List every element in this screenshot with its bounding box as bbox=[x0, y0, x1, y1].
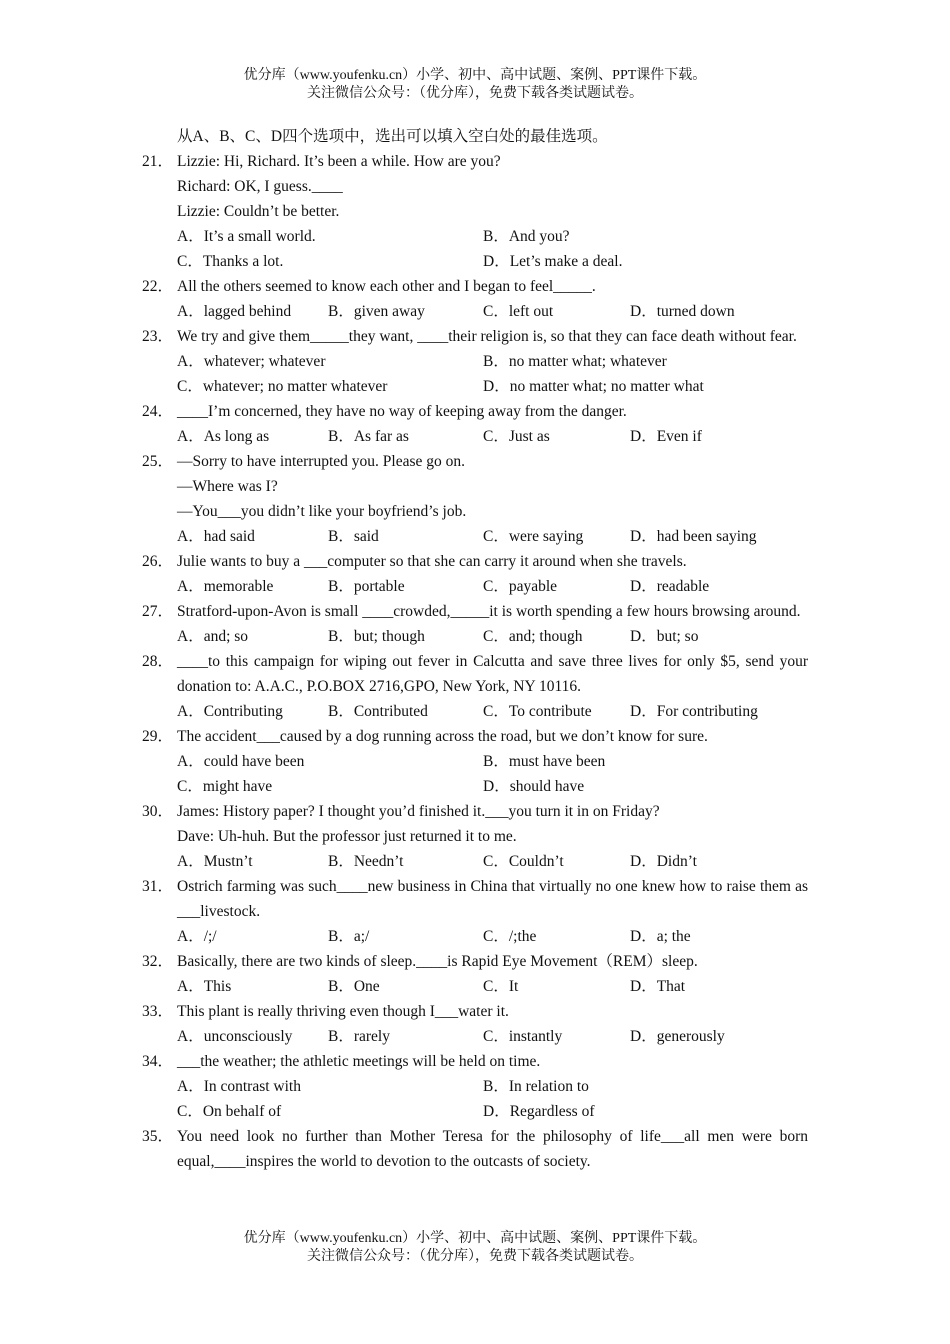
question-item bbox=[142, 399, 808, 424]
footer-line-1: 优分库（www.youfenku.cn）小学、初中、高中试题、案例、PPT课件下载。 bbox=[243, 1231, 707, 1246]
question-item bbox=[142, 949, 808, 974]
answer-option[interactable]: D．Even if bbox=[630, 428, 702, 445]
question-number: 26． bbox=[142, 553, 174, 570]
question-number: 22． bbox=[142, 278, 174, 295]
question-list bbox=[142, 124, 808, 1174]
answer-option[interactable]: B．must have been bbox=[483, 753, 606, 770]
answer-option[interactable]: C．left out bbox=[483, 303, 554, 320]
question-text: ___the weather; the athletic meetings will be held on time. bbox=[177, 1053, 541, 1070]
answer-options bbox=[142, 924, 808, 949]
option-row bbox=[177, 1074, 808, 1099]
answer-options bbox=[142, 1024, 808, 1049]
answer-option[interactable]: D．turned down bbox=[630, 303, 735, 320]
option-row bbox=[177, 1099, 808, 1124]
option-row bbox=[177, 849, 808, 874]
question-number: 24． bbox=[142, 403, 174, 420]
question-text: Ostrich farming was such____new business in China that virtually no one knew how to raise them as ___livestock. bbox=[177, 878, 808, 920]
question-text: You need look no further than Mother Teresa for the philosophy of life___all men were born equal,____inspires the world to devotion to the outcasts of society. bbox=[177, 1128, 808, 1170]
option-row bbox=[177, 374, 808, 399]
question-text: The accident___caused by a dog running across the road, but we don’t know for sure. bbox=[177, 728, 708, 745]
answer-option[interactable]: B．And you? bbox=[483, 228, 570, 245]
answer-option[interactable]: A．Mustn’t bbox=[177, 853, 253, 870]
option-row bbox=[177, 924, 808, 949]
header-line-2: 关注微信公众号：（优分库），免费下载各类试题试卷。 bbox=[307, 86, 643, 101]
question-number: 35． bbox=[142, 1128, 174, 1145]
question-number: 30． bbox=[142, 803, 174, 820]
question-text: Stratford-upon-Avon is small ____crowded,_____it is worth spending a few hours browsing around. bbox=[177, 603, 801, 620]
question-text: —You___you didn’t like your boyfriend’s job. bbox=[177, 503, 467, 520]
question-number: 29． bbox=[142, 728, 174, 745]
option-row bbox=[177, 774, 808, 799]
question-text: All the others seemed to know each other and I began to feel_____. bbox=[177, 278, 596, 295]
answer-option[interactable]: D．readable bbox=[630, 578, 710, 595]
instruction: 从A、B、C、D四个选项中，选出可以填入空白处的最佳选项。 bbox=[177, 128, 608, 145]
answer-option[interactable]: A．lagged behind bbox=[177, 303, 292, 320]
answer-option[interactable]: C．On behalf of bbox=[177, 1103, 282, 1120]
answer-option[interactable]: B．Contributed bbox=[328, 703, 428, 720]
answer-option[interactable]: B．rarely bbox=[328, 1028, 390, 1045]
answer-option[interactable]: D．Let’s make a deal. bbox=[483, 253, 623, 270]
answer-option[interactable]: C．whatever; no matter whatever bbox=[177, 378, 388, 395]
header-line-1: 优分库（www.youfenku.cn）小学、初中、高中试题、案例、PPT课件下载。 bbox=[243, 68, 707, 83]
answer-option[interactable]: D．no matter what; no matter what bbox=[483, 378, 704, 395]
question-item bbox=[142, 649, 808, 699]
question-text: Lizzie: Hi, Richard. It’s been a while. How are you? bbox=[177, 153, 501, 170]
answer-option[interactable]: D．but; so bbox=[630, 628, 699, 645]
option-row bbox=[177, 224, 808, 249]
option-row bbox=[177, 1024, 808, 1049]
question-item bbox=[142, 799, 808, 849]
question-item bbox=[142, 874, 808, 924]
answer-option[interactable]: C．/;the bbox=[483, 928, 537, 945]
answer-option[interactable]: C．might have bbox=[177, 778, 273, 795]
answer-option[interactable]: A．could have been bbox=[177, 753, 305, 770]
question-text: —Sorry to have interrupted you. Please go on. bbox=[177, 453, 465, 470]
question-number: 25． bbox=[142, 453, 174, 470]
answer-option[interactable]: C．payable bbox=[483, 578, 558, 595]
answer-option[interactable]: A．and; so bbox=[177, 628, 249, 645]
answer-option[interactable]: C．It bbox=[483, 978, 519, 995]
question-text: Lizzie: Couldn’t be better. bbox=[177, 203, 340, 220]
answer-option[interactable]: B．but; though bbox=[328, 628, 425, 645]
question-item bbox=[142, 449, 808, 524]
answer-option[interactable]: C．Couldn’t bbox=[483, 853, 564, 870]
answer-option[interactable]: C．were saying bbox=[483, 528, 584, 545]
answer-options bbox=[142, 299, 808, 324]
question-text: ____to this campaign for wiping out fever in Calcutta and save three lives for only $5, send your donation to: A.A.C., P.O.BOX 2716,GPO, New York, NY 10116. bbox=[177, 653, 808, 695]
question-item bbox=[142, 1124, 808, 1174]
question-text: —Where was I? bbox=[177, 478, 278, 495]
answer-option[interactable]: D．a; the bbox=[630, 928, 691, 945]
answer-option[interactable]: A．whatever; whatever bbox=[177, 353, 326, 370]
answer-options bbox=[142, 574, 808, 599]
question-number: 33． bbox=[142, 1003, 174, 1020]
question-text: Dave: Uh-huh. But the professor just returned it to me. bbox=[177, 828, 517, 845]
question-item bbox=[142, 274, 808, 299]
question-number: 27． bbox=[142, 603, 174, 620]
answer-option[interactable]: A．As long as bbox=[177, 428, 270, 445]
question-text: ____I’m concerned, they have no way of keeping away from the danger. bbox=[177, 403, 627, 420]
answer-option[interactable]: A．/;/ bbox=[177, 928, 217, 945]
answer-option[interactable]: D．generously bbox=[630, 1028, 725, 1045]
answer-options bbox=[142, 224, 808, 274]
answer-option[interactable]: B．Needn’t bbox=[328, 853, 404, 870]
answer-option[interactable]: C．instantly bbox=[483, 1028, 563, 1045]
question-text: Richard: OK, I guess.____ bbox=[177, 178, 343, 195]
question-text: We try and give them_____they want, ____their religion is, so that they can face death without fear. bbox=[177, 328, 797, 345]
option-row bbox=[177, 249, 808, 274]
page-header bbox=[0, 67, 950, 103]
answer-option[interactable]: A．Contributing bbox=[177, 703, 283, 720]
option-row bbox=[177, 299, 808, 324]
answer-option[interactable]: A．had said bbox=[177, 528, 255, 545]
question-number: 23． bbox=[142, 328, 174, 345]
question-item bbox=[142, 599, 808, 624]
answer-options bbox=[142, 699, 808, 724]
question-text: Julie wants to buy a ___computer so that she can carry it around when she travels. bbox=[177, 553, 687, 570]
option-row bbox=[177, 699, 808, 724]
answer-option[interactable]: B．portable bbox=[328, 578, 405, 595]
answer-option[interactable]: C．and; though bbox=[483, 628, 583, 645]
question-item bbox=[142, 999, 808, 1024]
answer-option[interactable]: B．said bbox=[328, 528, 379, 545]
answer-option[interactable]: A．This bbox=[177, 978, 232, 995]
answer-options bbox=[142, 349, 808, 399]
answer-option[interactable]: D．Regardless of bbox=[483, 1103, 595, 1120]
answer-option[interactable]: A．memorable bbox=[177, 578, 274, 595]
answer-option[interactable]: B．In relation to bbox=[483, 1078, 589, 1095]
answer-option[interactable]: A．It’s a small world. bbox=[177, 228, 316, 245]
answer-option[interactable]: B．no matter what; whatever bbox=[483, 353, 667, 370]
question-number: 28． bbox=[142, 653, 174, 670]
option-row bbox=[177, 749, 808, 774]
option-row bbox=[177, 974, 808, 999]
answer-options bbox=[142, 1074, 808, 1124]
option-row bbox=[177, 424, 808, 449]
answer-options bbox=[142, 624, 808, 649]
question-item bbox=[142, 324, 808, 349]
answer-option[interactable]: D．That bbox=[630, 978, 686, 995]
question-text: Basically, there are two kinds of sleep.____is Rapid Eye Movement（REM）sleep. bbox=[177, 953, 698, 970]
question-item bbox=[142, 549, 808, 574]
question-item bbox=[142, 149, 808, 224]
answer-option[interactable]: B．As far as bbox=[328, 428, 409, 445]
question-item bbox=[142, 1049, 808, 1074]
option-row bbox=[177, 524, 808, 549]
answer-option[interactable]: D．had been saying bbox=[630, 528, 757, 545]
answer-option[interactable]: D．should have bbox=[483, 778, 585, 795]
answer-options bbox=[142, 524, 808, 549]
answer-options bbox=[142, 749, 808, 799]
question-text: James: History paper? I thought you’d finished it.___you turn it in on Friday? bbox=[177, 803, 660, 820]
answer-option[interactable]: D．For contributing bbox=[630, 703, 758, 720]
page-footer bbox=[0, 1230, 950, 1266]
answer-options bbox=[142, 424, 808, 449]
answer-option[interactable]: B．given away bbox=[328, 303, 425, 320]
answer-option[interactable]: C．To contribute bbox=[483, 703, 592, 720]
answer-options bbox=[142, 849, 808, 874]
answer-option[interactable]: A．In contrast with bbox=[177, 1078, 301, 1095]
answer-option[interactable]: C．Thanks a lot. bbox=[177, 253, 284, 270]
option-row bbox=[177, 624, 808, 649]
answer-option[interactable]: B．a;/ bbox=[328, 928, 370, 945]
question-text: This plant is really thriving even though I___water it. bbox=[177, 1003, 509, 1020]
answer-option[interactable]: B．One bbox=[328, 978, 380, 995]
question-item bbox=[142, 724, 808, 749]
question-number: 34． bbox=[142, 1053, 174, 1070]
answer-option[interactable]: A．unconsciously bbox=[177, 1028, 293, 1045]
question-number: 21． bbox=[142, 153, 174, 170]
option-row bbox=[177, 349, 808, 374]
answer-option[interactable]: C．Just as bbox=[483, 428, 550, 445]
question-number: 31． bbox=[142, 878, 174, 895]
answer-option[interactable]: D．Didn’t bbox=[630, 853, 697, 870]
answer-options bbox=[142, 974, 808, 999]
question-number: 32． bbox=[142, 953, 174, 970]
option-row bbox=[177, 574, 808, 599]
footer-line-2: 关注微信公众号：（优分库），免费下载各类试题试卷。 bbox=[307, 1249, 643, 1264]
